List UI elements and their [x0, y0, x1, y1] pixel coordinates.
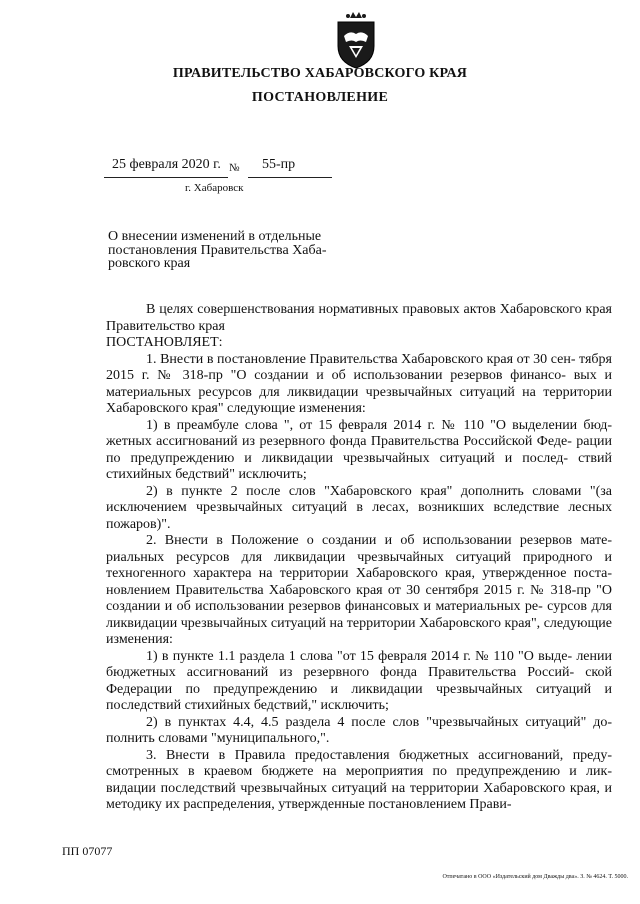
body-paragraph: 2) в пунктах 4.4, 4.5 раздела 4 после слов "чрезвычайных ситуаций" до- полнить словами "муниципального,".: [106, 714, 612, 746]
coat-of-arms-emblem-icon: [330, 8, 382, 70]
body-paragraph: 2) в пункте 2 после слов "Хабаровского края" дополнить словами "(за исключением чрезвычайных ситуаций в лесах, возникших вследствие лесных пожаров)".: [106, 483, 612, 532]
document-number: 55-пр: [262, 157, 296, 172]
number-underline: [248, 177, 332, 178]
number-sign: №: [229, 162, 240, 174]
document-subject: О внесении изменений в отдельные постановления Правительства Хаба- ровского края: [108, 229, 327, 271]
document-date: 25 февраля 2020 г.: [112, 157, 221, 172]
printer-imprint: Отпечатано в ООО «Издательский дом Дважды два». З. № 4624. Т. 5000.: [442, 874, 628, 880]
date-underline: [104, 177, 228, 178]
body-paragraph: 1) в пункте 1.1 раздела 1 слова "от 15 февраля 2014 г. № 110 "О выде- лении бюджетных ассигнований из резервного фонда Правительства Россий- ской Федерации по предупреждению и ликвидации чрезвычайных ситуаций и последствий стихийных бедствий," исключить;: [106, 648, 612, 713]
body-paragraph: 1) в преамбуле слова ", от 15 февраля 2014 г. № 110 "О выделении бюд- жетных ассигнований из резервного фонда Правительства Российской Феде- рации по предупреждению и ликвидации чрезвычайных ситуаций и послед- ствий стихийных бедствий" исключить;: [106, 417, 612, 482]
document-body: [106, 302, 612, 814]
body-paragraph: 2. Внести в Положение о создании и об использовании резервов мате- риальных ресурсов для ликвидации чрезвычайных ситуаций природного и техногенного характера на территории Хабаровского края, утвержденное поста- новлением Правительства Хабаровского края от 30 сентября 2015 г. № 318-пр "О создании и об использовании резервов финансовых и материальных ре- сурсов для ликвидации чрезвычайных ситуаций на территории Хабаровского края", следующие изменения:: [106, 533, 612, 647]
document-type: ПОСТАНОВЛЕНИЕ: [251, 90, 389, 105]
document-city: г. Хабаровск: [185, 182, 244, 194]
document-code: ПП 07077: [62, 844, 113, 858]
body-paragraph: 1. Внести в постановление Правительства Хабаровского края от 30 сен- тября 2015 г. № 318-пр "О создании и об использовании резервов финансо- вых и материальных ресурсов для ликвидации чрезвычайных ситуаций на территории Хабаровского края" следующие изменения:: [106, 351, 612, 416]
organization-title: ПРАВИТЕЛЬСТВО ХАБАРОВСКОГО КРАЯ: [172, 66, 468, 81]
body-paragraph: 3. Внести в Правила предоставления бюджетных ассигнований, преду- смотренных в краевом бюджете на мероприятия по предупреждению и лик- видации последствий чрезвычайных ситуаций на территории Хабаровского края, и методику их распределения, утвержденные постановлением Прави-: [106, 747, 612, 812]
preamble-paragraph: В целях совершенствования нормативных правовых актов Хабаровского края Правительство края: [106, 302, 612, 334]
decree-heading: ПОСТАНОВЛЯЕТ:: [106, 335, 223, 350]
